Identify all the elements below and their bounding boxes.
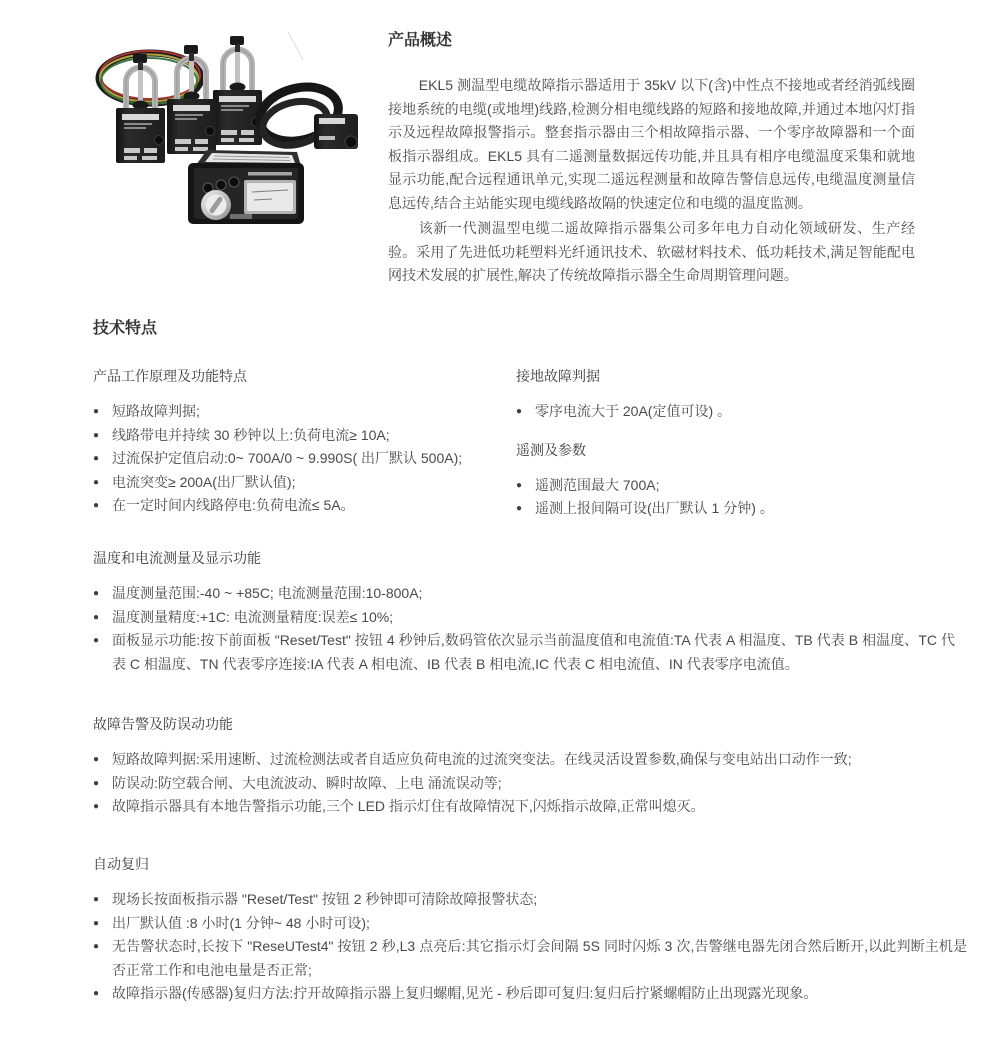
bullet-icon: ● [516,503,523,514]
overview-title: 产品概述 [388,32,453,49]
bullet-item [93,471,516,495]
group-heading: 自动复归 [93,856,149,872]
bullet-icon: ● [516,406,523,417]
tech-column-left [93,366,516,521]
bullet-text: 在一定时间内线路停电:负荷电流≤ 5A。 [112,497,355,513]
bullet-icon: ● [93,801,100,812]
watermark-lines [260,32,303,126]
bullet-item [93,582,955,606]
bullet-text: 短路故障判据; [112,403,200,419]
bullet-icon: ● [93,917,100,929]
bullet-list [516,400,953,424]
group-heading: 温度和电流测量及显示功能 [93,550,261,566]
bullet-item [93,606,955,630]
bullet-text: 短路故障判据:采用速断、过流检测法或者自适应负荷电流的过流突变法。在线灵活设置参数,确保与变电站出口动作一致; [112,751,852,767]
bullet-item [93,400,516,424]
bullet-icon: ● [93,754,100,765]
bullet-icon: ● [93,777,100,789]
bullet-item [516,400,953,424]
bullet-item [93,772,955,796]
product-photo [88,30,373,228]
bullet-icon: ● [93,429,100,441]
group-heading: 产品工作原理及功能特点 [93,368,247,384]
bullet-icon: ● [93,476,100,488]
bullet-item [516,497,953,521]
bullet-icon: ● [93,453,100,464]
bullet-item [93,888,967,912]
bullet-item [93,447,516,471]
bullet-item [516,474,953,498]
bullet-icon: ● [93,988,100,999]
group-heading: 故障告警及防误动功能 [93,716,233,732]
tech-features-title: 技术特点 [93,320,158,337]
bullet-text: 温度测量范围:-40 ~ +85C; 电流测量范围:10-800A; [112,585,423,601]
bullet-list [93,888,967,1006]
bullet-text: 出厂默认值 :8 小时(1 分钟~ 48 小时可设); [112,914,370,931]
overview-paragraph-2: 该新一代测温型电缆二遥故障指示器集公司多年电力自动化领域研发、生产经验。采用了先进低功耗塑料光纤通讯技术、软磁材料技术、低功耗技术,满足智能配电网技术发展的扩展性,解决了传统故障指示器全生命周期管理问题。 [388,220,915,283]
product-image [88,30,373,228]
bullet-icon: ● [93,500,100,511]
bullet-item [93,795,955,819]
bullet-text: 防误动:防空载合闸、大电流波动、瞬时故障、上电 涌流误动等; [112,774,502,791]
bullet-text: 现场长按面板指示器 "Reset/Test" 按钮 2 秒钟即可清除故障报警状态; [112,891,538,907]
bullet-text: 过流保护定值启动:0~ 700A/0 ~ 9.990S( 出厂默认 500A); [112,450,463,466]
tech-two-column-area [93,366,953,521]
bullet-text: 遥测范围最大 700A; [535,476,660,493]
overview-paragraph-1: EKL5 测温型电缆故障指示器适用于 35kV 以下(含)中性点不接地或者经消弧线圈接地系统的电缆(或地埋)线路,检测分相电缆线路的短路和接地故障,并通过本地闪灯指示及远程故障报警指示。整套指示器由三个相故障指示器、一个零序故障器和一个面板指示器组成。EKL5 具有二遥测量数据远传功能,并且具有相序电缆温度采集和就地显示功能,配合远程通讯单元,实现二遥远程测量和故障告警信息远传,电缆温度测量信息远传,结合主站能实现电缆线路故隔的快速定位和电缆的温度监测。 [388,77,915,211]
bullet-item [93,982,967,1006]
bullet-text: 线路带电并持续 30 秒钟以上:负荷电流≥ 10A; [112,426,390,443]
group-auto-reset [93,854,967,1006]
bullet-icon: ● [93,635,100,646]
bullet-text: 遥测上报间隔可设(出厂默认 1 分钟) 。 [535,500,774,516]
group-working-principle [93,366,516,518]
bullet-item [93,424,516,448]
group-fault-alarm-antimisoperation [93,714,955,819]
bullet-text: 零序电流大于 20A(定值可设) 。 [535,403,732,419]
bullet-item [93,935,967,982]
bullet-text: 故障指示器(传感器)复归方法:拧开故障指示器上复归螺帽,见光 - 秒后即可复归:复归后拧紧螺帽防止出现露光现象。 [112,985,818,1001]
group-ground-fault-criteria [516,366,953,424]
bullet-text: 故障指示器具有本地告警指示功能,三个 LED 指示灯住有故障情况下,闪烁指示故障,正常叫熄灭。 [112,798,705,814]
overview-section [388,30,915,290]
group-telemetry-parameters [516,440,953,521]
bullet-list [93,400,516,518]
group-temperature-current-display [93,548,955,676]
bullet-list [516,474,953,521]
bullet-icon: ● [93,588,100,599]
bullet-item [93,629,955,676]
bullet-icon: ● [93,406,100,417]
group-heading: 遥测及参数 [516,441,586,458]
bullet-icon: ● [93,894,100,905]
bullet-list [93,748,955,819]
bullet-icon: ● [516,479,523,491]
bullet-text: 温度测量精度:+1C: 电流测量精度:误差≤ 10%; [112,608,394,625]
bullet-item [93,912,967,936]
zero-sequence-sensor-illustration [254,79,358,152]
group-heading: 接地故障判据 [516,368,600,384]
bullet-icon: ● [93,611,100,623]
bullet-text: 电流突变≥ 200A(出厂默认值); [112,473,296,490]
bullet-text: 面板显示功能:按下前面板 "Reset/Test" 按钮 4 秒钟后,数码管依次显示当前温度值和电流值:TA 代表 A 相温度、TB 代表 B 相温度、TC 代表 C 相温度、TN 代表零序连接:IA 代表 A 相电流、IB 代表 B 相电流,IC 代表 C 相电流值、IN 代表零序电流值。 [112,632,955,672]
bullet-item [93,494,516,518]
bullet-list [93,582,955,676]
bullet-icon: ● [93,941,100,952]
tech-column-right [516,366,953,521]
panel-indicator-illustration [188,150,304,224]
bullet-item [93,748,955,772]
bullet-text: 无告警状态时,长按下 "ReseUTest4" 按钮 2 秒,L3 点亮后:其它指示灯会间隔 5S 同时闪烁 3 次,告警继电器先闭合然后断开,以此判断主机是否正常工作和电池电量是否正常; [112,938,967,978]
